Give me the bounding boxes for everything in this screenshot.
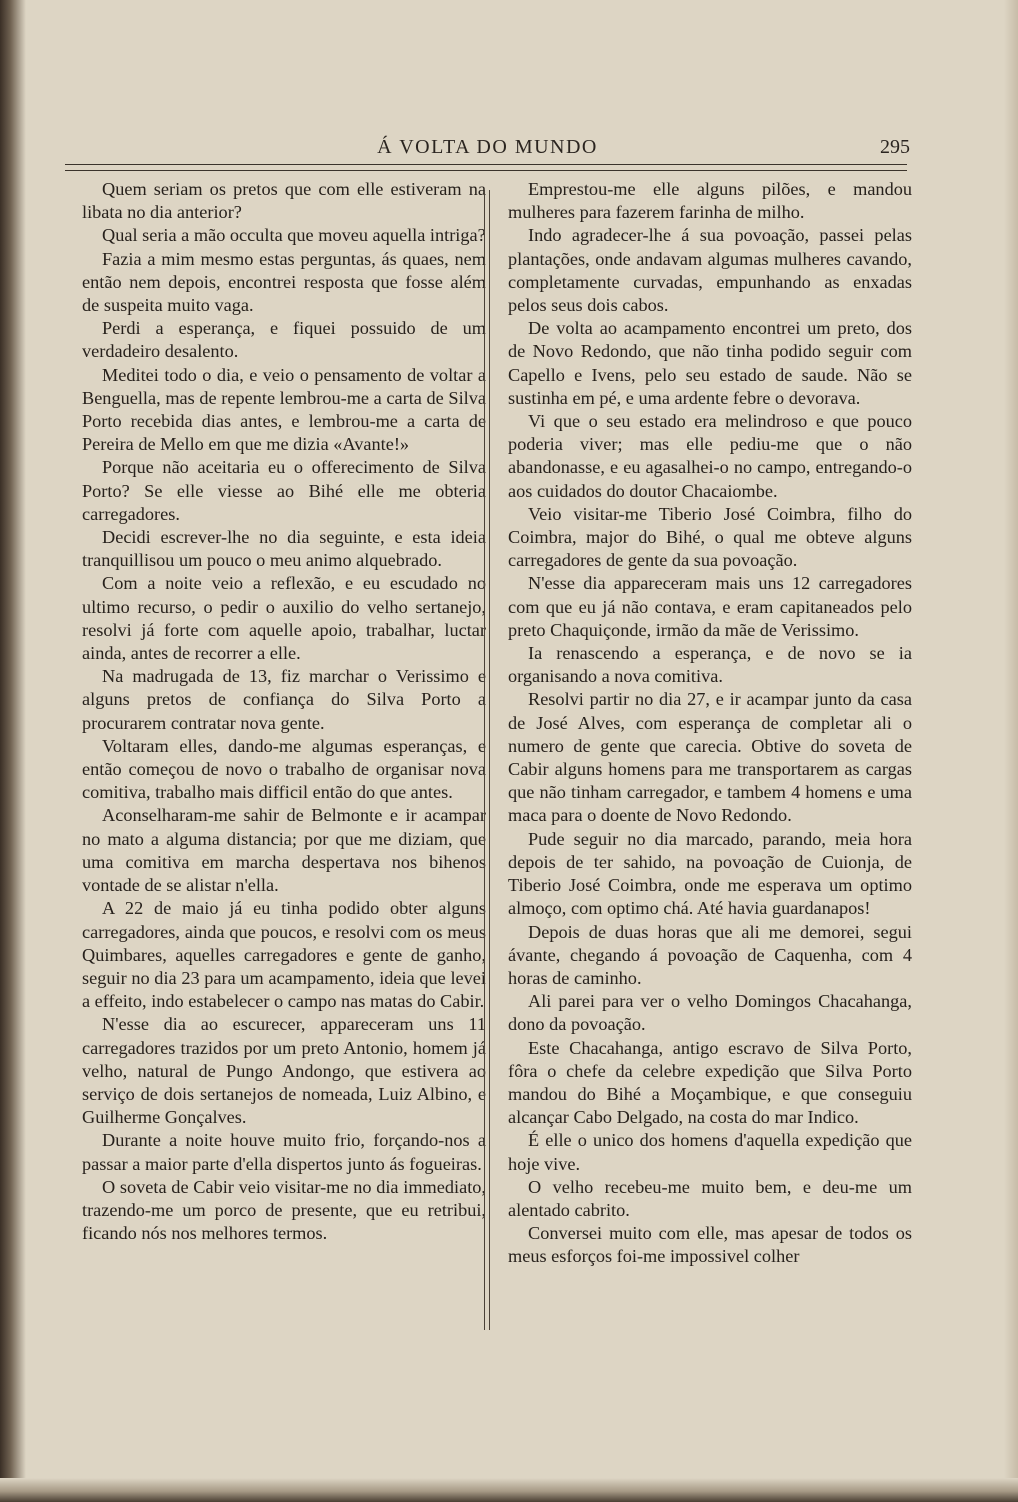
paragraph: Aconselharam-me sahir de Belmonte e ir acampar no mato a alguma distancia; por que me diziam, que uma comitiva em marcha despertava nos bihenos vontade de se alistar n'ella.	[82, 805, 486, 896]
page-header	[65, 136, 910, 162]
paragraph: Ia renascendo a esperança, e de novo se ia organisando a nova comitiva.	[508, 643, 912, 687]
paragraph: Durante a noite houve muito frio, forçando-nos a passar a maior parte d'ella dispertos junto ás fogueiras.	[82, 1130, 486, 1174]
paragraph: Na madrugada de 13, fiz marchar o Verissimo e alguns pretos de confiança do Silva Porto a procurarem contratar nova gente.	[82, 666, 486, 733]
running-title: Á VOLTA DO MUNDO	[377, 136, 598, 158]
paragraph: Resolvi partir no dia 27, e ir acampar junto da casa de José Alves, com esperança de completar ali o numero de gente que carecia. Obtive do soveta de Cabir alguns homens para me transportarem as cargas que não tinham carregador, e tambem 4 homens e uma maca para o doente de Novo Redondo.	[508, 689, 912, 826]
paragraph: O velho recebeu-me muito bem, e deu-me um alentado cabrito.	[508, 1176, 912, 1220]
paragraph: Perdi a esperança, e fiquei possuido de um verdadeiro desalento.	[82, 318, 486, 362]
paragraph: Vi que o seu estado era melindroso e que pouco poderia viver; mas elle pediu-me que o não abandonasse, e eu agasalhei-o no campo, entregando-o aos cuidados do doutor Chacaiombe.	[508, 411, 912, 501]
paragraph: Porque não aceitaria eu o offerecimento de Silva Porto? Se elle viesse ao Bihé elle me obteria carregadores.	[82, 457, 486, 524]
page-edge-shadow-right	[1004, 0, 1018, 1502]
paragraph: Meditei todo o dia, e veio o pensamento de voltar a Benguella, mas de repente lembrou-me a carta de Silva Porto recebida dias antes, e lembrou-me a carta de Pereira de Mello em que me dizia «Avante!»	[82, 364, 486, 455]
paragraph: De volta ao acampamento encontrei um preto, dos de Novo Redondo, que não tinha podido seguir com Capello e Ivens, pelo seu estado de saude. Não se sustinha em pé, e uma ardente febre o devorava.	[508, 318, 912, 408]
column-divider-rule	[484, 190, 490, 1330]
right-column	[508, 178, 912, 1269]
paragraph: Pude seguir no dia marcado, parando, meia hora depois de ter sahido, na povoação de Cuionja, de Tiberio José Coimbra, onde me esperava um optimo almoço, com optimo chá. Até havia guardanapos!	[508, 828, 912, 919]
paragraph: Qual seria a mão occulta que moveu aquella intriga?	[102, 225, 486, 246]
paragraph: Decidi escrever-lhe no dia seguinte, e esta ideia tranquillisou um pouco o meu animo alquebrado.	[82, 527, 486, 571]
paragraph: Emprestou-me elle alguns pilões, e mandou mulheres para fazerem farinha de milho.	[508, 179, 912, 223]
paragraph: É elle o unico dos homens d'aquella expedição que hoje vive.	[508, 1130, 912, 1174]
header-double-rule	[65, 164, 907, 171]
paragraph: Fazia a mim mesmo estas perguntas, ás quaes, nem então nem depois, encontrei resposta que fosse além de suspeita muito vaga.	[82, 248, 486, 316]
paragraph: Veio visitar-me Tiberio José Coimbra, filho do Coimbra, major do Bihé, o qual me obteve alguns carregadores de gente da sua povoação.	[508, 503, 912, 571]
paragraph: Quem seriam os pretos que com elle estiveram na libata no dia anterior?	[82, 179, 486, 223]
page-edge-shadow-left	[0, 0, 26, 1502]
paragraph: N'esse dia appareceram mais uns 12 carregadores com que eu já não contava, e eram capitaneados pelo preto Chaquiçonde, irmão da mãe de Verissimo.	[508, 573, 912, 640]
paragraph: Com a noite veio a reflexão, e eu escudado no ultimo recurso, o pedir o auxilio do velho sertanejo, resolvi já forte com aquelle apoio, trabalhar, luctar ainda, antes de recorrer a elle.	[82, 573, 486, 664]
paragraph: A 22 de maio já eu tinha podido obter alguns carregadores, ainda que poucos, e resolvi com os meus Quimbares, aquelles carregadores e gente de ganho, seguir no dia 23 para um acampamento, ideia que levei a effeito, indo estabelecer o campo nas matas do Cabir.	[82, 898, 486, 1012]
paragraph: O soveta de Cabir veio visitar-me no dia immediato, trazendo-me um porco de presente, que eu retribui, ficando nós nos melhores termos.	[82, 1176, 486, 1244]
paragraph: Voltaram elles, dando-me algumas esperanças, e então começou de novo o trabalho de organisar nova comitiva, trabalho mais difficil então do que antes.	[82, 735, 486, 803]
page-edge-shadow-bottom	[0, 1478, 1018, 1502]
paragraph: Depois de duas horas que ali me demorei, segui ávante, chegando á povoação de Caquenha, com 4 horas de caminho.	[508, 921, 912, 988]
paragraph: N'esse dia ao escurecer, appareceram uns 11 carregadores trazidos por um preto Antonio, homem já velho, natural de Pungo Andongo, que estivera ao serviço de dois sertanejos de nomeada, Luiz Albino, e Guilherme Gonçalves.	[82, 1014, 486, 1128]
left-column	[82, 178, 486, 1245]
paragraph: Conversei muito com elle, mas apesar de todos os meus esforços foi-me impossivel colher	[508, 1223, 912, 1267]
paragraph: Indo agradecer-lhe á sua povoação, passei pelas plantações, onde andavam algumas mulheres cavando, completamente curvadas, empunhando as enxadas pelos seus dois cabos.	[508, 225, 912, 316]
page-number: 295	[880, 136, 910, 158]
paragraph: Este Chacahanga, antigo escravo de Silva Porto, fôra o chefe da celebre expedição que Silva Porto mandou do Bihé a Moçambique, e que conseguiu alcançar Cabo Delgado, na costa do mar Indico.	[508, 1037, 912, 1128]
paragraph: Ali parei para ver o velho Domingos Chacahanga, dono da povoação.	[508, 991, 912, 1035]
